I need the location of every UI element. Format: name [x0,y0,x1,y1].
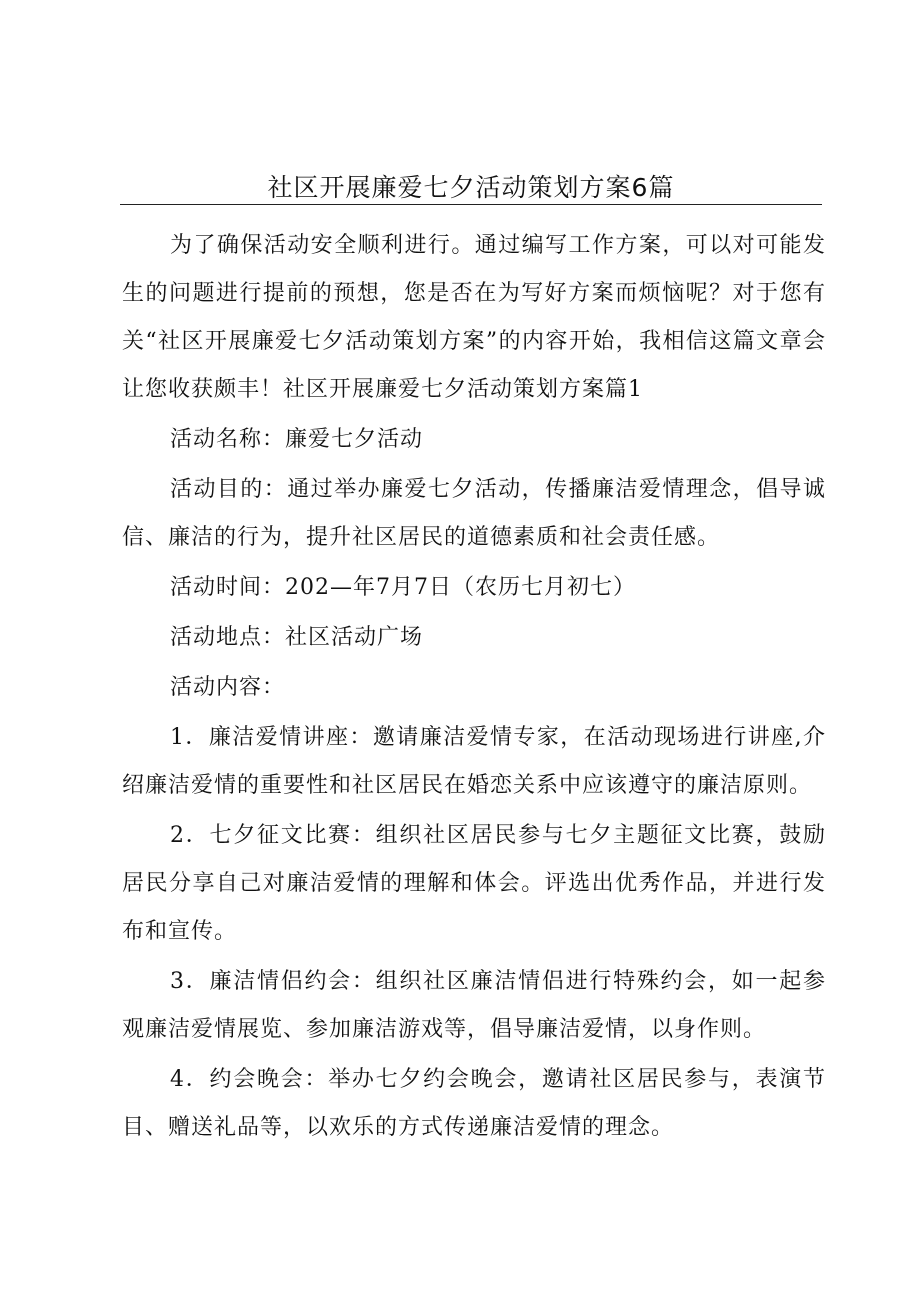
activity-name: 活动名称：廉爱七夕活动 [170,427,424,452]
activity-content-heading: 活动内容： [170,675,286,700]
activity-time: 活动时间：202—年7月7日（农历七月初七） [170,575,636,600]
title-underline [120,204,822,205]
document-body [122,222,826,1152]
content-item-2: 2．七夕征文比赛：组织社区居民参与七夕主题征文比赛，鼓励居民分享自己对廉洁爱情的理解和体会。评选出优秀作品，并进行发布和宣传。 [122,823,826,944]
activity-location: 活动地点：社区活动广场 [170,625,424,650]
content-item-3: 3．廉洁情侣约会：组织社区廉洁情侣进行特殊约会，如一起参观廉洁爱情展览、参加廉洁游戏等，倡导廉洁爱情，以身作则。 [122,969,826,1042]
content-item-4: 4．约会晚会：举办七夕约会晚会，邀请社区居民参与，表演节目、赠送礼品等，以欢乐的方式传递廉洁爱情的理念。 [122,1067,826,1140]
content-item-1: 1．廉洁爱情讲座：邀请廉洁爱情专家，在活动现场进行讲座,介绍廉洁爱情的重要性和社区居民在婚恋关系中应该遵守的廉洁原则。 [122,725,826,798]
activity-purpose: 活动目的：通过举办廉爱七夕活动，传播廉洁爱情理念，倡导诚信、廉洁的行为，提升社区居民的道德素质和社会责任感。 [122,477,826,550]
intro-paragraph: 为了确保活动安全顺利进行。通过编写工作方案，可以对可能发生的问题进行提前的预想，您是否在为写好方案而烦恼呢？对于您有关“社区开展廉爱七夕活动策划方案”的内容开始，我相信这篇文章会让您收获颇丰！社区开展廉爱七夕活动策划方案篇1 [122,233,826,402]
document-title: 社区开展廉爱七夕活动策划方案6篇 [267,173,675,202]
